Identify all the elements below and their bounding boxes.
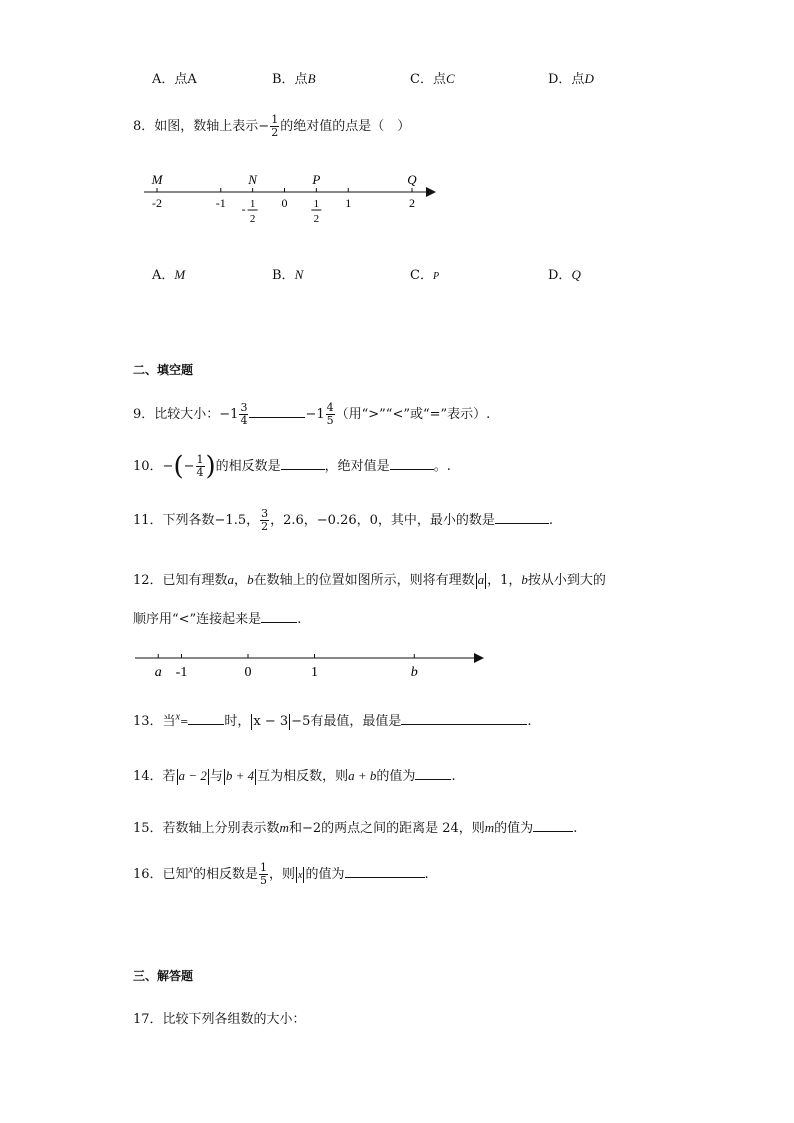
q8-tick-label: 0: [281, 196, 288, 210]
q8-point-label: P: [312, 172, 321, 187]
q8-number-line: [130, 165, 450, 230]
q15: 15．若数轴上分别表示数m和−2的两点之间的距离是 24，则m的值为 .: [133, 820, 578, 836]
q10: 10．−(− $\frac{1}{4}$ )的相反数是 ，绝对值是 。.: [133, 451, 451, 482]
section-title-solve: 三、解答题: [133, 969, 194, 983]
q13: 13．当$^x$= 时， x − 3 −5有最值，最值是 .: [133, 711, 532, 729]
q12-label: 0: [244, 665, 252, 680]
q8-tick-label: 1: [345, 196, 352, 210]
q13-answer-blank-2[interactable]: [401, 712, 527, 725]
q10-answer-blank-1[interactable]: [281, 457, 325, 470]
q8-frac-denominator: 2: [249, 213, 256, 225]
q12-answer-blank[interactable]: [261, 610, 297, 623]
q8-tick-label: 2: [409, 196, 415, 210]
q7-option-d: D．点D: [548, 71, 594, 87]
q8-stem: 8．如图，数轴上表示− $\frac{1}{2}$ 的绝对值的点是（ ）: [133, 113, 411, 139]
q12-number-line: [130, 645, 490, 685]
q12-label: -1: [175, 665, 188, 680]
q8-option-c: C．P: [410, 268, 440, 283]
q11-answer-blank[interactable]: [495, 511, 549, 524]
q8-point-label: Q: [407, 172, 417, 187]
q12-label: b: [410, 665, 418, 680]
q13-answer-blank-1[interactable]: [188, 712, 224, 725]
q7-option-c: C．点C: [410, 71, 455, 87]
q8-option-a: A．M: [152, 267, 186, 283]
q8-tick-label: -1: [215, 196, 226, 210]
q12-label: 1: [311, 665, 318, 680]
q12-label: a: [154, 665, 162, 680]
q8-frac-sign: -: [241, 202, 246, 216]
q8-option-d: D．Q: [548, 267, 581, 283]
q11: 11．下列各数−1.5， $\frac{3}{2}$ ，2.6，−0.26，0，其中，最小的数是 .: [133, 507, 554, 533]
q12-line2: 顺序用“<”连接起来是 .: [133, 612, 302, 627]
q7-option-a: A．点A: [152, 72, 197, 87]
q8-option-b: B．N: [272, 267, 304, 283]
q8-frac-denominator: 2: [313, 213, 320, 225]
q17: 17．比较下列各组数的大小：: [133, 1012, 306, 1027]
section-title-fill-in: 二、填空题: [133, 363, 194, 377]
q8-frac-numerator: 1: [249, 198, 256, 210]
q7-option-b: B．点B: [272, 71, 316, 87]
q14: 14．若 a − 2 与 b + 4 互为相反数，则a + b的值为 .: [133, 768, 456, 784]
q14-answer-blank[interactable]: [415, 767, 451, 780]
q8-tick-label: -2: [152, 196, 162, 210]
q8-fraction: $\frac{1}{2}$: [271, 113, 279, 139]
q8-point-label: M: [151, 172, 163, 187]
q9: 9．比较大小：−1 $\frac{3}{4}$ −1 $\frac{4}{5}$ （用“>”“<”或“=”表示）.: [133, 401, 491, 427]
q15-answer-blank[interactable]: [533, 819, 573, 832]
q16: 16．已知$^x$的相反数是 $\frac{1}{5}$ ，则 x 的值为 .: [133, 861, 429, 887]
q12-axis-arrow: [474, 653, 484, 663]
q9-answer-blank[interactable]: [249, 405, 305, 418]
q12-line1: 12．已知有理数a，b在数轴上的位置如图所示，则将有理数 a ，1，b按从小到大的: [133, 572, 606, 588]
q8-frac-numerator: 1: [313, 198, 320, 210]
q16-answer-blank[interactable]: [345, 865, 425, 878]
q10-answer-blank-2[interactable]: [390, 457, 434, 470]
q8-point-label: N: [248, 172, 257, 187]
q8-axis-arrow: [426, 187, 436, 197]
